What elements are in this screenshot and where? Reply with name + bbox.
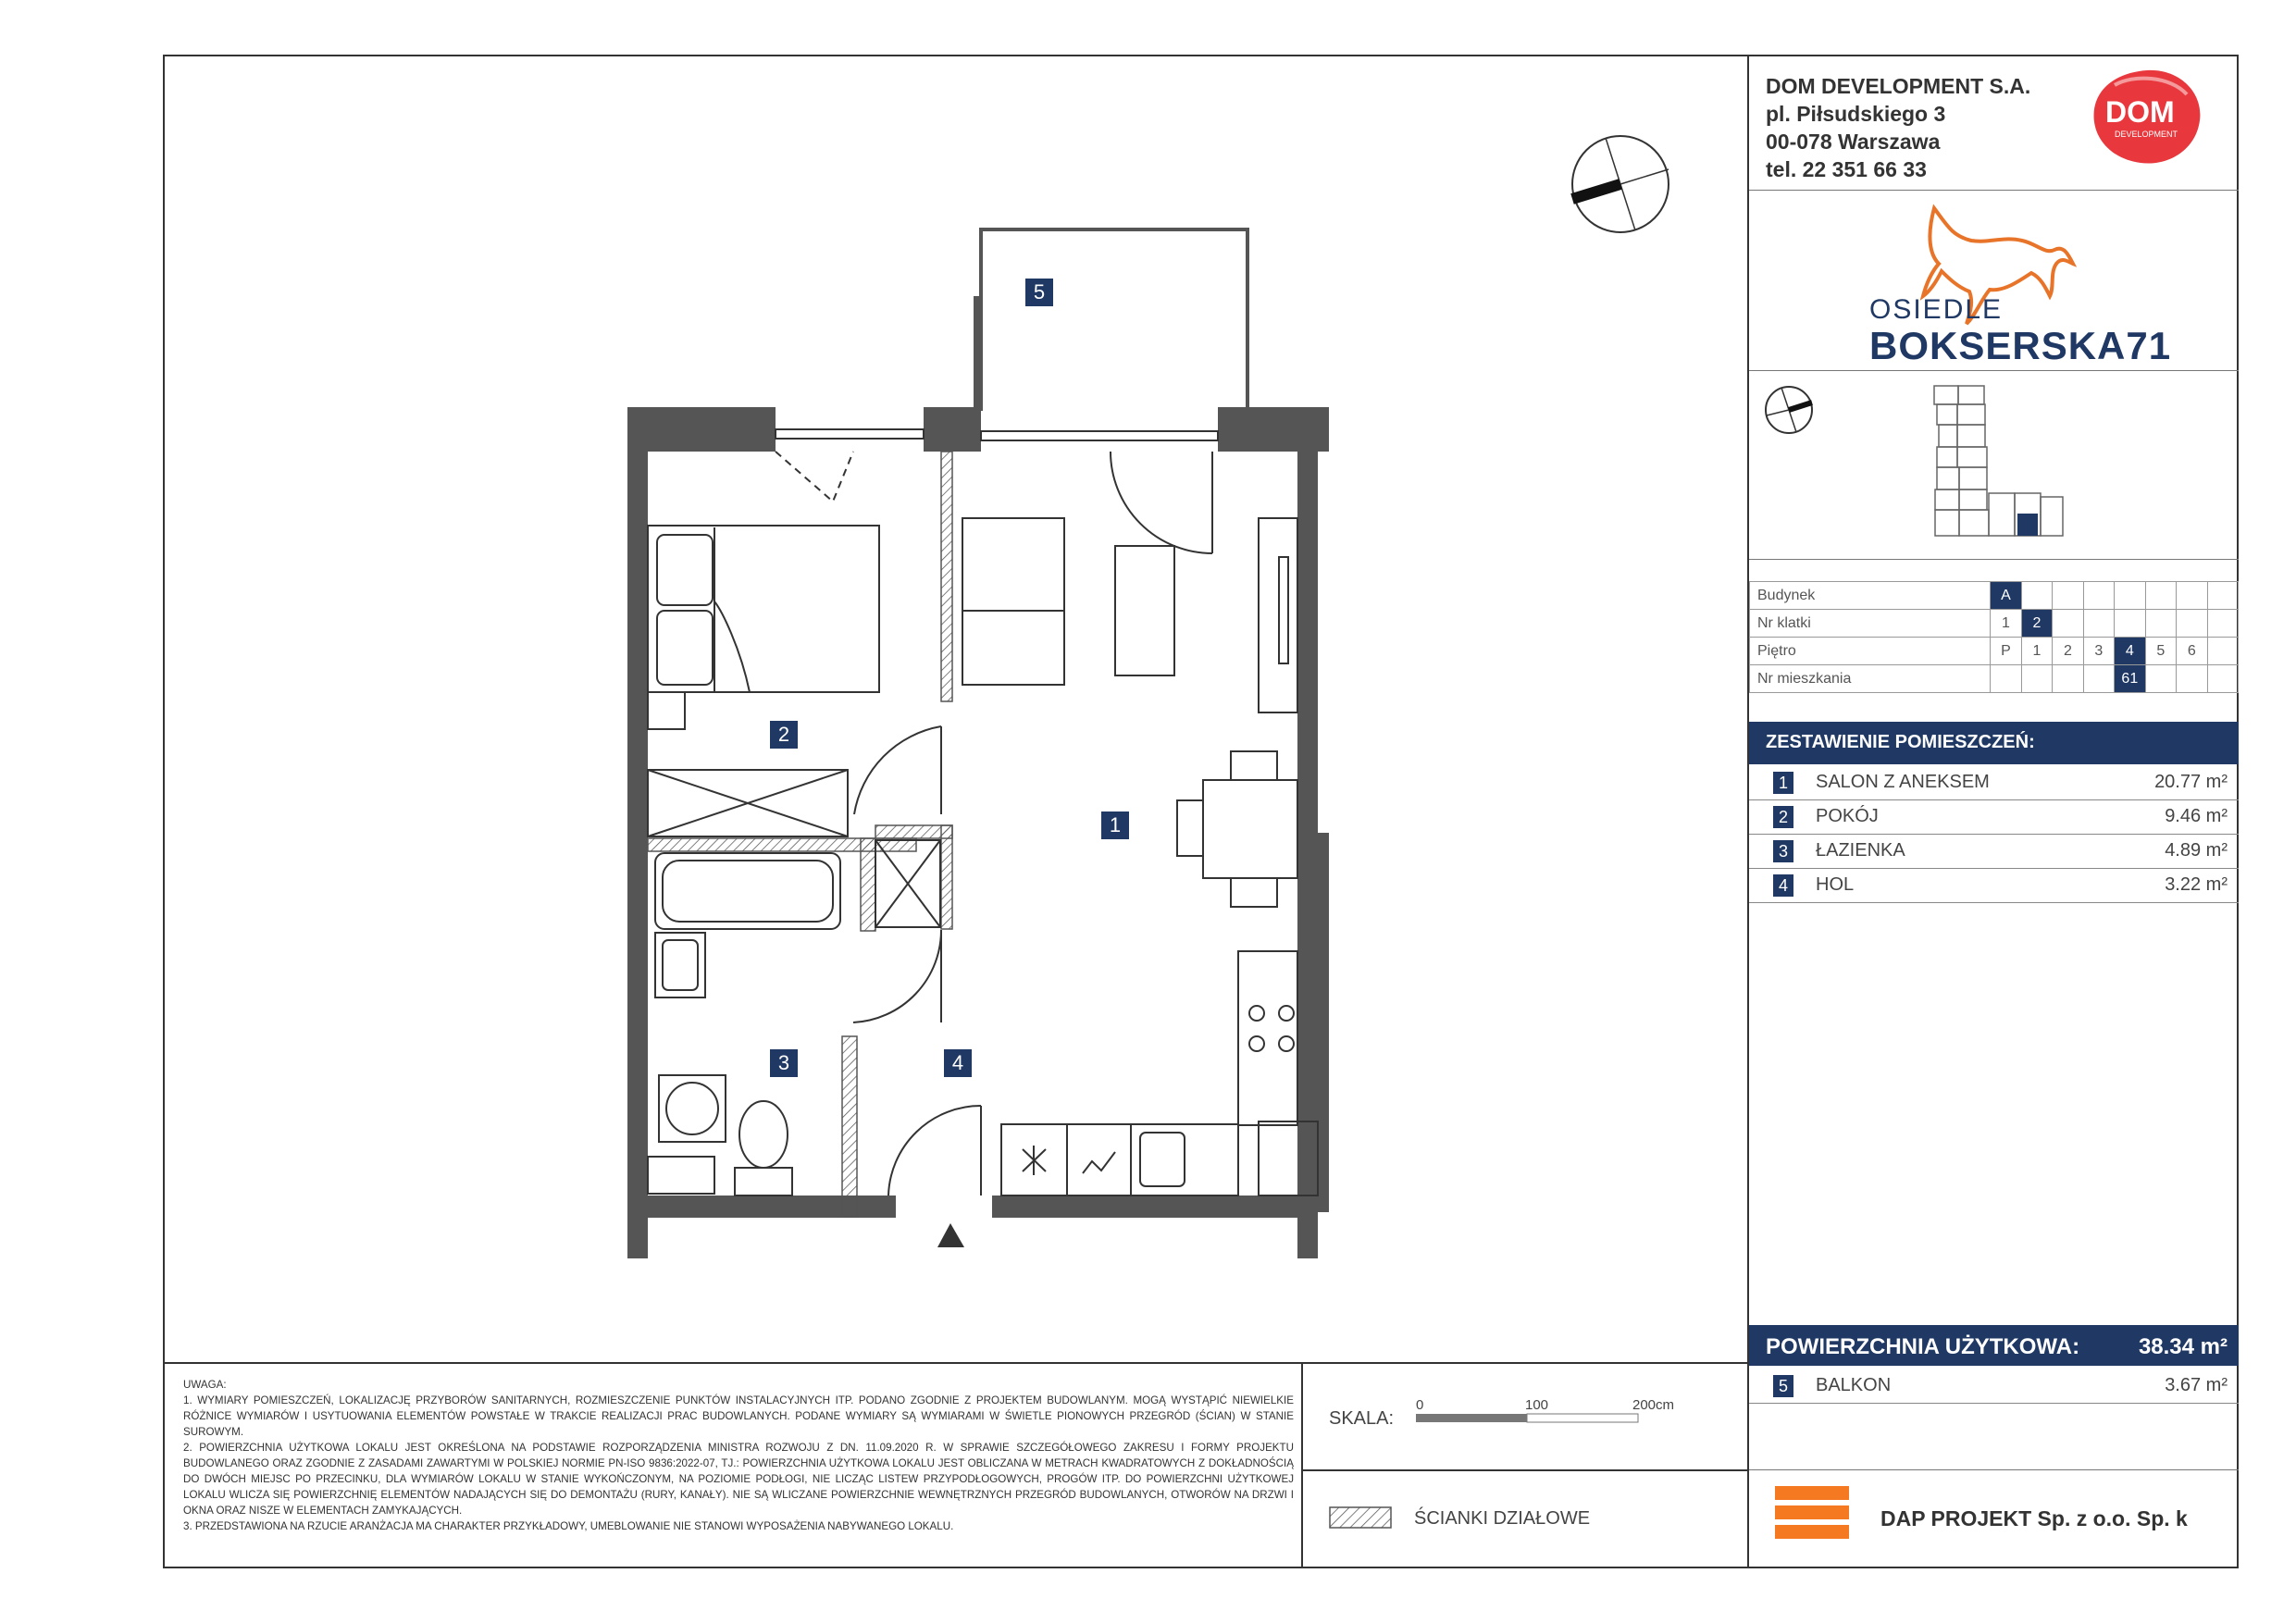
plan-label-5: 5 <box>1025 279 1053 306</box>
windows <box>776 429 1218 440</box>
balcony-outline <box>974 228 1249 411</box>
project-logo-line1: OSIEDLE <box>1869 294 2004 325</box>
details-cell <box>2145 665 2176 693</box>
notes-items <box>183 1393 1294 1534</box>
usable-area-label: POWIERZCHNIA UŻYTKOWA: <box>1766 1334 2080 1359</box>
north-compass-icon <box>1569 132 1672 236</box>
apartment-details-table <box>1749 581 2239 693</box>
logo-divider <box>1749 370 2239 371</box>
designer-name: DAP PROJEKT Sp. z o.o. Sp. k <box>1880 1506 2188 1530</box>
rooms-list <box>1749 766 2239 903</box>
details-cell <box>2083 610 2114 638</box>
kitchen <box>1001 951 1318 1196</box>
details-row <box>1750 665 2239 693</box>
company-name: DOM DEVELOPMENT S.A. <box>1766 74 2031 98</box>
company-city: 00-078 Warszawa <box>1766 130 1941 154</box>
scale-divider <box>1301 1362 1303 1568</box>
notes-divider <box>163 1362 1749 1364</box>
balcony-area: 3.67 m² <box>2165 1375 2228 1395</box>
details-cell <box>2021 665 2052 693</box>
keyplan-divider <box>1749 559 2239 560</box>
details-cell <box>2177 610 2207 638</box>
details-cell: 1 <box>1991 610 2021 638</box>
note-item: 1. WYMIARY POMIESZCZEŃ, LOKALIZACJĘ PRZYBORÓW SANITARNYCH, ROZMIESZCZENIE PUNKTÓW INSTALACYJNYCH ITP. PODANO ZGODNIE Z PROJEKTEM BUDOWLANYM. MOGĄ WYSTĄPIĆ NIEWIELKIE RÓŻNICE WYMIARÓW I USYTUOWANIA ELEMENTÓW POWSTAŁE W TRAKCIE REALIZACJI PRAC BUDOWLANYCH. PODANE WYMIARY SĄ WYMIARAMI W ŚWIETLE PIONOWYCH PRZEGRÓD (ŚCIAN) W STANIE SUROWYM. <box>183 1394 1294 1438</box>
details-cell: 6 <box>2177 638 2207 665</box>
balcony-name: BALKON <box>1816 1375 1892 1395</box>
room-name: SALON Z ANEKSEM <box>1816 772 1990 792</box>
room-area: 9.46 m² <box>2165 806 2228 826</box>
scale-tick-200: 200cm <box>1632 1397 1675 1413</box>
details-cell <box>2207 582 2239 610</box>
details-cell <box>2053 582 2083 610</box>
scale-tick-0: 0 <box>1416 1397 1424 1413</box>
room-number: 2 <box>1773 806 1793 828</box>
scale-label: SKALA: <box>1329 1408 1395 1429</box>
company-phone: tel. 22 351 66 33 <box>1766 157 1927 181</box>
details-cell: P <box>1991 638 2021 665</box>
rooms-header-text: ZESTAWIENIE POMIESZCZEŃ: <box>1766 732 2035 752</box>
doors <box>776 452 1212 1196</box>
dap-projekt-logo-icon <box>1775 1486 1849 1551</box>
details-cell <box>2083 582 2114 610</box>
keyplan-apartment-highlight <box>2017 514 2038 536</box>
bed <box>648 526 879 729</box>
details-row <box>1750 638 2239 665</box>
balcony-row <box>1749 1369 2239 1404</box>
details-cell <box>2145 582 2176 610</box>
details-cell <box>2053 665 2083 693</box>
scale-tick-100: 100 <box>1525 1397 1549 1413</box>
details-cell: 2 <box>2021 610 2052 638</box>
plan-label-3: 3 <box>770 1049 798 1077</box>
details-row-label: Nr klatki <box>1750 610 1991 638</box>
room-name: ŁAZIENKA <box>1816 840 1905 861</box>
entrance-arrow-icon <box>937 1223 964 1247</box>
details-cell <box>2207 638 2239 665</box>
room-name: POKÓJ <box>1816 806 1879 826</box>
details-cell <box>1991 665 2021 693</box>
usable-area-value: 38.34 m² <box>2138 1334 2228 1359</box>
details-cell: 5 <box>2145 638 2176 665</box>
living-furniture <box>962 518 1297 907</box>
details-row-label: Piętro <box>1750 638 1991 665</box>
note-item: 2. POWIERZCHNIA UŻYTKOWA LOKALU JEST OKREŚLONA NA PODSTAWIE ROZPORZĄDZENIA MINISTRA ROZWOJU Z DN. 11.09.2020 R. W SPRAWIE SZCZEGÓŁOWEGO ZAKRESU I FORMY PROJEKTU BUDOWLANEGO ORAZ ZGODNIE Z ZASADAMI ZAWARTYMI W POLSKIEJ NORMIE PN-ISO 9836:2022-07, TJ.: POWIERZCHNIA UŻYTKOWA LOKALU JEST OBLICZANA W METRACH KWADRATOWYCH Z DOKŁADNOŚCIĄ DO DWÓCH MIEJSC PO PRZECINKU, DLA WYMIARÓW LOKALU W STANIE WYKOŃCZONYM, NA POZIOMIE PODŁOGI, NIE LICZĄC LISTEW PRZYPODŁOGOWYCH, PROGÓW ITP. DO POWIERZCHNI UŻYTKOWEJ LOKALU WLICZA SIĘ POWIERZCHNIĘ ELEMENTÓW NADAJĄCYCH SIĘ DO DEMONTAŻU (RURY, KANAŁY). NIE SĄ WLICZANE POWIERZCHNIE WEWNĘTRZNYCH PRZEGRÓD BUDOWLANYCH, OTWORÓW NA DRZWI I OKNA ORAZ NISZE W ELEMENTACH ZAMYKAJĄCYCH. <box>183 1442 1294 1517</box>
keyplan-compass-icon <box>1763 384 1815 436</box>
details-cell: 2 <box>2053 638 2083 665</box>
company-info <box>1766 72 2030 183</box>
notes-title: UWAGA: <box>183 1379 227 1391</box>
room-area: 4.89 m² <box>2165 840 2228 861</box>
details-row-label: Budynek <box>1750 582 1991 610</box>
note-item: 3. PRZEDSTAWIONA NA RZUCIE ARANŻACJA MA CHARAKTER PRZYKŁADOWY, UMEBLOWANIE NIE STANOWI WYPOSAŻENIA NABYWANEGO LOKALU. <box>183 1520 954 1532</box>
bathroom-fixtures <box>648 840 940 1196</box>
designer-divider <box>1749 1469 2239 1470</box>
dom-logo-text: DOM <box>2105 95 2175 129</box>
details-cell <box>2207 610 2239 638</box>
details-cell <box>2207 665 2239 693</box>
room-number: 3 <box>1773 840 1793 862</box>
details-cell <box>2177 582 2207 610</box>
room-row <box>1749 800 2239 835</box>
room-area: 3.22 m² <box>2165 874 2228 895</box>
balcony-number: 5 <box>1773 1375 1793 1397</box>
details-cell: 61 <box>2115 665 2145 693</box>
details-row <box>1750 610 2239 638</box>
partition-wall-hatch-swatch <box>1329 1506 1394 1530</box>
details-cell: 1 <box>2021 638 2052 665</box>
details-cell: 3 <box>2083 638 2114 665</box>
usable-area-bar <box>1749 1325 2239 1366</box>
company-street: pl. Piłsudskiego 3 <box>1766 102 1946 126</box>
dom-development-logo <box>2087 67 2207 168</box>
company-divider <box>1749 190 2239 191</box>
scale-legend-divider <box>1301 1469 1749 1471</box>
legend-label: ŚCIANKI DZIAŁOWE <box>1414 1508 1591 1529</box>
project-logo-name: BOKSERSKA <box>1869 324 2127 367</box>
wardrobe <box>648 770 848 836</box>
details-cell <box>2145 610 2176 638</box>
room-row <box>1749 869 2239 903</box>
plan-label-1: 1 <box>1101 812 1129 839</box>
room-row <box>1749 766 2239 800</box>
details-row-label: Nr mieszkania <box>1750 665 1991 693</box>
details-cell: A <box>1991 582 2021 610</box>
dom-logo-subtext: DEVELOPMENT <box>2115 130 2178 139</box>
room-number: 1 <box>1773 772 1793 794</box>
details-cell <box>2115 582 2145 610</box>
room-row <box>1749 835 2239 869</box>
details-row <box>1750 582 2239 610</box>
room-number: 4 <box>1773 874 1793 897</box>
rooms-header <box>1749 722 2239 764</box>
details-cell: 4 <box>2115 638 2145 665</box>
interior-walls <box>648 452 952 1217</box>
details-cell <box>2115 610 2145 638</box>
plan-label-4: 4 <box>944 1049 972 1077</box>
project-logo-line2 <box>1869 324 2171 368</box>
details-cell <box>2177 665 2207 693</box>
details-cell <box>2021 582 2052 610</box>
details-cell <box>2083 665 2114 693</box>
plan-label-2: 2 <box>770 721 798 749</box>
notes <box>183 1377 1294 1534</box>
room-area: 20.77 m² <box>2154 772 2228 792</box>
room-name: HOL <box>1816 874 1855 895</box>
floor-plan <box>611 222 1351 1258</box>
exterior-walls <box>627 407 1329 1258</box>
building-keyplan <box>1930 384 2068 546</box>
project-logo-number: 71 <box>2126 324 2172 367</box>
details-cell <box>2053 610 2083 638</box>
